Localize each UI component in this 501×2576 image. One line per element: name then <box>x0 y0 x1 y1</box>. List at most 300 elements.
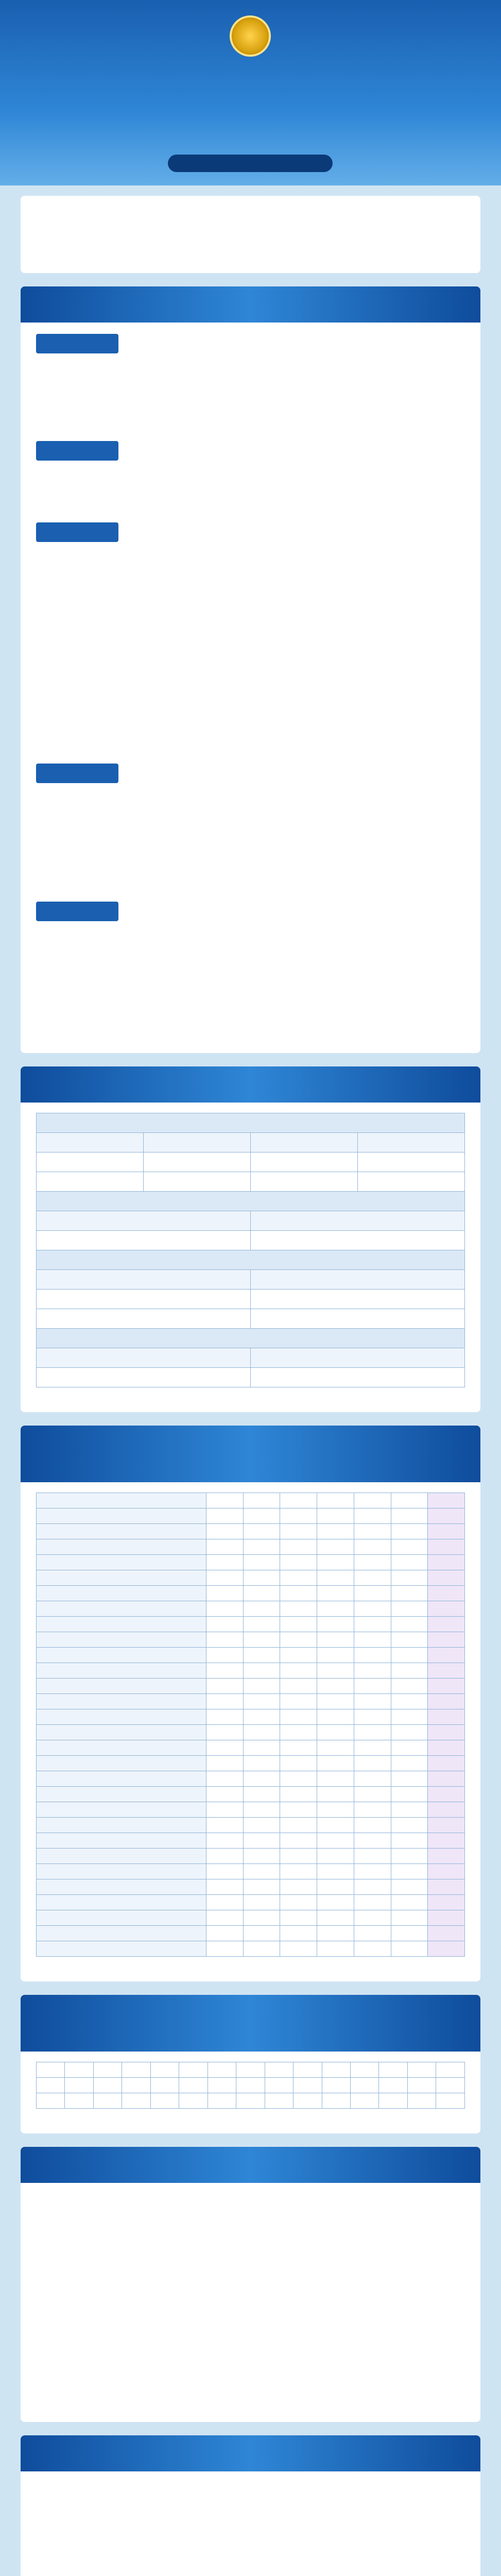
subsection-tag <box>36 902 118 921</box>
table-row <box>37 1555 465 1570</box>
table-row <box>37 1663 465 1679</box>
table-cell <box>206 1895 244 1910</box>
table-cell <box>428 1679 465 1694</box>
table-cell <box>37 2078 65 2093</box>
table-cell <box>317 1509 354 1524</box>
table-cell <box>206 1509 244 1524</box>
table-cell <box>251 1153 358 1172</box>
table-cell <box>317 1756 354 1771</box>
table-cell <box>37 1864 206 1879</box>
table-cell <box>37 1740 206 1756</box>
table-col <box>358 1133 465 1153</box>
table-cell <box>391 1802 428 1818</box>
table-row <box>37 1740 465 1756</box>
table-cell <box>37 2093 65 2109</box>
table-cell <box>391 1740 428 1756</box>
table-cell <box>206 1771 244 1787</box>
table-cell <box>391 1648 428 1663</box>
table-cell <box>208 2062 236 2078</box>
table-cell <box>428 1493 465 1509</box>
table-cell <box>428 1509 465 1524</box>
table-cell <box>354 1539 391 1555</box>
table-cell <box>243 1570 280 1586</box>
table-cell <box>206 1648 244 1663</box>
table-row <box>37 1617 465 1632</box>
table-cell <box>322 2078 350 2093</box>
table-cell <box>37 1601 206 1617</box>
table-cell <box>391 1849 428 1864</box>
table-cell <box>37 1709 206 1725</box>
table-cell <box>317 1802 354 1818</box>
table-cell <box>280 1926 317 1941</box>
subsection <box>21 430 480 507</box>
table-cell <box>243 1941 280 1957</box>
table-cell <box>206 1679 244 1694</box>
table-cell <box>391 1771 428 1787</box>
table-cell <box>358 1153 465 1172</box>
table-cell <box>243 1926 280 1941</box>
subsection <box>21 323 480 426</box>
table-row <box>37 1910 465 1926</box>
table-cell <box>208 2093 236 2109</box>
table-row <box>37 1895 465 1910</box>
table-cell <box>243 1879 280 1895</box>
table-cell <box>317 1694 354 1709</box>
table-cell <box>280 1586 317 1601</box>
section-issues <box>21 2147 480 2422</box>
table-cell <box>379 2093 407 2109</box>
table-cell <box>206 1802 244 1818</box>
table-cell <box>280 1910 317 1926</box>
section-title <box>21 2435 480 2471</box>
table-cell <box>243 1802 280 1818</box>
table-cell <box>37 1555 206 1570</box>
table-cell <box>354 1740 391 1756</box>
table-cell <box>391 1787 428 1802</box>
table-cell <box>280 1709 317 1725</box>
table-cell <box>407 2093 436 2109</box>
table-cell <box>317 1879 354 1895</box>
table-cell <box>122 2062 150 2078</box>
table-cell <box>65 2062 93 2078</box>
table-cell <box>243 1756 280 1771</box>
table-cell <box>317 1679 354 1694</box>
table-cell <box>280 1632 317 1648</box>
table-cell <box>391 1879 428 1895</box>
table-cell <box>280 1864 317 1879</box>
table-cell <box>428 1740 465 1756</box>
table-cell <box>354 1802 391 1818</box>
table-row <box>37 1864 465 1879</box>
table-cell <box>391 1833 428 1849</box>
table-cell <box>280 1725 317 1740</box>
table-cell <box>37 1802 206 1818</box>
table-row <box>37 1694 465 1709</box>
table-cell <box>236 2062 265 2078</box>
subsection <box>21 511 480 748</box>
table-cell <box>428 1524 465 1539</box>
table-cell <box>37 1725 206 1740</box>
table-cell <box>243 1663 280 1679</box>
table-cell <box>354 1879 391 1895</box>
table-cell <box>436 2093 465 2109</box>
table-cell <box>428 1787 465 1802</box>
table-cell <box>280 1787 317 1802</box>
table-cell <box>428 1833 465 1849</box>
table-cell <box>206 1586 244 1601</box>
table-cell <box>354 1586 391 1601</box>
table-row <box>37 1368 465 1387</box>
table-cell <box>350 2093 378 2109</box>
table-cell <box>37 1879 206 1895</box>
table-cell <box>436 2078 465 2093</box>
table-cell <box>436 2062 465 2078</box>
table-cell <box>206 1818 244 1833</box>
table-cell <box>243 1818 280 1833</box>
table-cell <box>428 1617 465 1632</box>
table-cell <box>317 1586 354 1601</box>
table-cell <box>428 1555 465 1570</box>
section-requests <box>21 1426 480 1981</box>
table-cell <box>317 1849 354 1864</box>
table-cell <box>391 1617 428 1632</box>
table-cell <box>354 1648 391 1663</box>
table-cell <box>280 1849 317 1864</box>
table-cell <box>317 1648 354 1663</box>
table-cell <box>317 1493 354 1509</box>
table-cell <box>354 1679 391 1694</box>
table-cell <box>37 1570 206 1586</box>
table-cell <box>293 2093 322 2109</box>
table-row <box>37 1879 465 1895</box>
table-cell <box>65 2078 93 2093</box>
table-row <box>37 1725 465 1740</box>
table-cell <box>243 1524 280 1539</box>
table-row <box>37 1849 465 1864</box>
table-cell <box>354 1694 391 1709</box>
table-row <box>37 2093 465 2109</box>
table-cell <box>37 1231 251 1250</box>
table-cell <box>37 1648 206 1663</box>
table-cell <box>428 1709 465 1725</box>
table-cell <box>243 1864 280 1879</box>
table-row <box>37 1802 465 1818</box>
table-cell <box>280 1663 317 1679</box>
table-cell <box>391 1524 428 1539</box>
table-cell <box>428 1586 465 1601</box>
table-cell <box>37 1926 206 1941</box>
table-cell <box>428 1895 465 1910</box>
table-cell <box>236 2093 265 2109</box>
section-overview <box>21 286 480 1053</box>
table-cell <box>391 1818 428 1833</box>
table-col <box>251 1211 465 1231</box>
table-cell <box>206 1570 244 1586</box>
table-row <box>37 1309 465 1329</box>
table-row <box>37 1601 465 1617</box>
table-cell <box>354 1524 391 1539</box>
table-cell <box>243 1617 280 1632</box>
table-row <box>37 1570 465 1586</box>
table-cell <box>243 1910 280 1926</box>
table-cell <box>265 2093 293 2109</box>
table-cell <box>37 1153 144 1172</box>
table-cell <box>206 1601 244 1617</box>
table-cell <box>144 1153 251 1172</box>
table-cell <box>243 1509 280 1524</box>
table-cell <box>37 1679 206 1694</box>
table-cell <box>391 1725 428 1740</box>
table-cell <box>280 1617 317 1632</box>
subsection-tag <box>36 334 118 353</box>
table-cell <box>179 2078 208 2093</box>
table-cell <box>280 1694 317 1709</box>
table-cell <box>428 1648 465 1663</box>
table-col <box>37 1348 251 1368</box>
table-cell <box>251 1290 465 1309</box>
table-cell <box>206 1617 244 1632</box>
table-row <box>37 1818 465 1833</box>
table-cell <box>243 1833 280 1849</box>
subsection-text <box>36 552 465 748</box>
table-cell <box>206 1493 244 1509</box>
table-cell <box>428 1802 465 1818</box>
table-row <box>37 1493 465 1509</box>
table-cell <box>317 1524 354 1539</box>
table-cell <box>354 1926 391 1941</box>
section-title <box>21 1066 480 1103</box>
table-cell <box>428 1910 465 1926</box>
table-cell <box>354 1910 391 1926</box>
table-cell <box>179 2062 208 2078</box>
table-cell <box>280 1818 317 1833</box>
table-cell <box>122 2078 150 2093</box>
table-cell <box>280 1740 317 1756</box>
table-cell <box>37 1895 206 1910</box>
table-cell <box>391 1941 428 1957</box>
table-cell <box>391 1570 428 1586</box>
table-cell <box>428 1926 465 1941</box>
table-cell <box>317 1570 354 1586</box>
table-cell <box>265 2062 293 2078</box>
table-cell <box>354 1833 391 1849</box>
section-active-disclosure <box>21 1066 480 1412</box>
table-cell <box>243 1895 280 1910</box>
table-cell <box>428 1663 465 1679</box>
table-cell <box>243 1787 280 1802</box>
table-cell <box>236 2078 265 2093</box>
table-cell <box>206 1756 244 1771</box>
subsection-tag <box>36 441 118 461</box>
table-cell <box>243 1601 280 1617</box>
subsection-tag <box>36 522 118 542</box>
table-cell <box>428 1539 465 1555</box>
table-cell <box>243 1539 280 1555</box>
table-cell <box>354 1849 391 1864</box>
subsection <box>21 752 480 886</box>
table-cell <box>37 2062 65 2078</box>
table-cell <box>317 1632 354 1648</box>
table-block-header <box>37 1192 465 1211</box>
table-cell <box>354 1725 391 1740</box>
table-cell <box>243 1555 280 1570</box>
table-cell <box>37 1694 206 1709</box>
table-cell <box>428 1694 465 1709</box>
table-cell <box>391 1709 428 1725</box>
table-cell <box>317 1617 354 1632</box>
table-cell <box>428 1864 465 1879</box>
table-block-header <box>37 1329 465 1348</box>
table-cell <box>354 1756 391 1771</box>
table-row <box>37 1787 465 1802</box>
table-cell <box>317 1740 354 1756</box>
subsection-text <box>36 364 465 426</box>
table-cell <box>391 1601 428 1617</box>
table-cell <box>354 1570 391 1586</box>
table-cell <box>206 1740 244 1756</box>
section-text <box>36 2187 465 2403</box>
table-row <box>37 1632 465 1648</box>
table-cell <box>391 1663 428 1679</box>
table-cell <box>37 1632 206 1648</box>
table-cell <box>317 1926 354 1941</box>
requests-table <box>36 1493 465 1957</box>
table-row <box>37 1771 465 1787</box>
table-cell <box>206 1663 244 1679</box>
table-cell <box>243 1709 280 1725</box>
table-col <box>37 1133 144 1153</box>
table-cell <box>37 1910 206 1926</box>
table-row <box>37 1586 465 1601</box>
subsection <box>21 890 480 1035</box>
table-cell <box>391 1895 428 1910</box>
table-cell <box>37 1524 206 1539</box>
table-cell <box>179 2093 208 2109</box>
table-cell <box>243 1740 280 1756</box>
report-title-line1 <box>0 77 501 108</box>
table-cell <box>354 1663 391 1679</box>
table-cell <box>428 1756 465 1771</box>
table-cell <box>206 1555 244 1570</box>
table-cell <box>354 1709 391 1725</box>
table-cell <box>243 1493 280 1509</box>
subsection-text <box>36 931 465 1035</box>
table-cell <box>354 1617 391 1632</box>
table-cell <box>428 1725 465 1740</box>
section-plan <box>21 2435 480 2576</box>
report-title-line2 <box>0 113 501 146</box>
table-cell <box>37 1771 206 1787</box>
table-cell <box>206 1787 244 1802</box>
section-title <box>21 1426 480 1482</box>
table-row <box>37 1153 465 1172</box>
table-row <box>37 1648 465 1663</box>
table-row <box>37 1679 465 1694</box>
table-cell <box>391 1679 428 1694</box>
table-cell <box>428 1632 465 1648</box>
table-cell <box>93 2062 122 2078</box>
table-cell <box>280 1679 317 1694</box>
table-cell <box>37 1172 144 1192</box>
hero-banner <box>0 0 501 185</box>
subsection-text <box>36 471 465 507</box>
table-cell <box>206 1864 244 1879</box>
table-cell <box>391 1509 428 1524</box>
table-cell <box>206 1910 244 1926</box>
table-cell <box>206 1849 244 1864</box>
table-cell <box>317 1555 354 1570</box>
hero-ribbon <box>168 155 333 172</box>
table-cell <box>428 1570 465 1586</box>
table-cell <box>206 1941 244 1957</box>
table-cell <box>251 1231 465 1250</box>
table-cell <box>317 1833 354 1849</box>
table-row <box>37 1756 465 1771</box>
table-cell <box>280 1771 317 1787</box>
table-cell <box>206 1632 244 1648</box>
table-cell <box>206 1879 244 1895</box>
table-cell <box>317 1895 354 1910</box>
table-block-header <box>37 1250 465 1270</box>
table-cell <box>37 1833 206 1849</box>
table-cell <box>317 1864 354 1879</box>
table-row <box>37 1539 465 1555</box>
table-cell <box>317 1663 354 1679</box>
table-cell <box>293 2062 322 2078</box>
table-cell <box>122 2093 150 2109</box>
table-cell <box>37 1290 251 1309</box>
table-cell <box>280 1539 317 1555</box>
table-cell <box>354 1864 391 1879</box>
table-cell <box>407 2078 436 2093</box>
table-cell <box>206 1725 244 1740</box>
table-cell <box>280 1879 317 1895</box>
table-cell <box>379 2062 407 2078</box>
table-row <box>37 1172 465 1192</box>
table-block-header <box>37 1113 465 1133</box>
table-cell <box>317 1787 354 1802</box>
table-cell <box>206 1524 244 1539</box>
table-cell <box>37 1818 206 1833</box>
table-cell <box>280 1941 317 1957</box>
table-cell <box>206 1833 244 1849</box>
table-row <box>37 1941 465 1957</box>
review-table <box>36 2062 465 2109</box>
table-cell <box>391 1926 428 1941</box>
table-cell <box>37 1368 251 1387</box>
table-cell <box>280 1833 317 1849</box>
table-cell <box>317 1771 354 1787</box>
table-cell <box>428 1941 465 1957</box>
table-cell <box>354 1941 391 1957</box>
table-cell <box>317 1941 354 1957</box>
table-cell <box>243 1648 280 1663</box>
table-cell <box>322 2093 350 2109</box>
table-cell <box>243 1632 280 1648</box>
table-cell <box>391 1493 428 1509</box>
table-col <box>251 1270 465 1290</box>
table-cell <box>37 1493 206 1509</box>
table-row <box>37 1509 465 1524</box>
table-cell <box>280 1802 317 1818</box>
table-cell <box>354 1493 391 1509</box>
table-cell <box>37 1509 206 1524</box>
table-cell <box>150 2093 179 2109</box>
table-cell <box>251 1172 358 1192</box>
table-cell <box>37 1756 206 1771</box>
table-row <box>37 1290 465 1309</box>
table-cell <box>428 1818 465 1833</box>
